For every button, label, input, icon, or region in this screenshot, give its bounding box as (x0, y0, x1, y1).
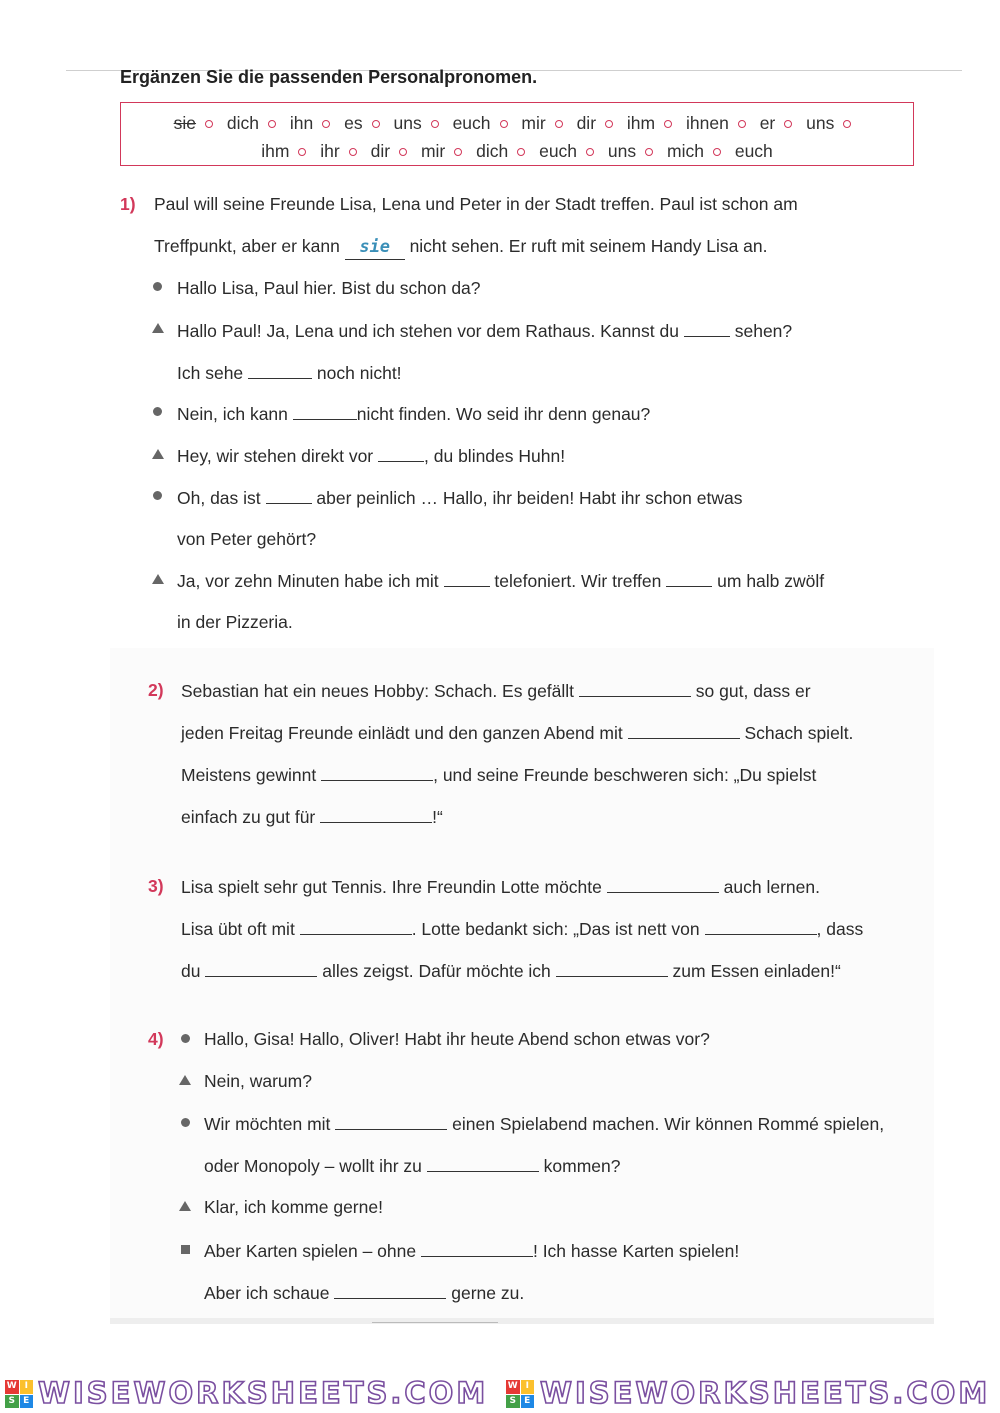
answer-blank[interactable] (427, 1153, 539, 1172)
separator-circle-icon (205, 120, 213, 128)
text: zum Essen einladen!“ (672, 961, 841, 981)
separator-circle-icon (399, 148, 407, 156)
exercise-2-line-2 (181, 720, 853, 745)
text: Klar, ich komme gerne! (204, 1197, 383, 1217)
text: Hallo Paul! Ja, Lena und ich stehen vor dem Rathaus. Kannst du (177, 321, 679, 341)
text: telefoniert. Wir treffen (494, 571, 662, 591)
separator-circle-icon (268, 120, 276, 128)
bullet-dot-icon (181, 1118, 190, 1127)
answer-blank[interactable] (293, 401, 357, 420)
answer-blank[interactable] (628, 720, 740, 739)
text: jeden Freitag Freunde einlädt und den ganzen Abend mit (181, 723, 623, 743)
separator-circle-icon (555, 120, 563, 128)
word-chip: ihm (261, 141, 290, 161)
bullet-dot-icon (153, 491, 162, 500)
text: von Peter gehört? (177, 529, 317, 549)
text: einfach zu gut für (181, 807, 316, 827)
exercise-4-number: 4) (148, 1029, 164, 1049)
separator-circle-icon (738, 120, 746, 128)
wise-logo-icon (5, 1380, 33, 1408)
text: Lisa übt oft mit (181, 919, 295, 939)
answer-blank[interactable] (444, 568, 490, 587)
text: , und seine Freunde beschweren sich: „Du spielst (433, 765, 817, 785)
text: Lisa spielt sehr gut Tennis. Ihre Freundin Lotte möchte (181, 877, 602, 897)
dialogue-line (204, 1027, 710, 1051)
exercise-1-number: 1) (120, 194, 136, 214)
separator-circle-icon (454, 148, 462, 156)
separator-circle-icon (431, 120, 439, 128)
brand-text: WISEWORKSHEETS.COM (38, 1376, 489, 1410)
text: Nein, ich kann (177, 404, 288, 424)
logo-letter: I (20, 1380, 34, 1394)
logo-letter: W (506, 1380, 520, 1394)
separator-circle-icon (517, 148, 525, 156)
word-chip: euch (539, 141, 578, 161)
word-chip: ihnen (685, 113, 729, 133)
dialogue-line (177, 443, 565, 468)
footer-watermark (0, 1372, 1000, 1413)
exercise-3-line-2 (181, 916, 863, 941)
text: !“ (432, 807, 443, 827)
separator-circle-icon (322, 120, 330, 128)
exercise-2-line-3 (181, 762, 816, 787)
answer-blank[interactable] (320, 804, 432, 823)
text: Aber ich schaue (204, 1283, 330, 1303)
word-bank-line-1 (121, 109, 913, 137)
answer-blank[interactable] (321, 762, 433, 781)
answer-blank[interactable] (705, 916, 817, 935)
exercise-3-line-3 (181, 958, 841, 983)
dialogue-line (204, 1238, 739, 1263)
text: nicht sehen. Er ruft mit seinem Handy Lisa an. (409, 236, 768, 256)
word-chip: uns (607, 141, 637, 161)
dialogue-line-cont (204, 1280, 524, 1305)
separator-circle-icon (843, 120, 851, 128)
separator-circle-icon (298, 148, 306, 156)
word-chip: es (344, 113, 363, 133)
separator-circle-icon (605, 120, 613, 128)
word-chip: euch (452, 113, 491, 133)
word-bank-line-2 (121, 137, 913, 165)
text: Hallo Lisa, Paul hier. Bist du schon da? (177, 278, 481, 298)
word-bank (120, 102, 914, 166)
page-shade-bottom (110, 1318, 934, 1324)
exercise-2-line-1 (181, 678, 811, 703)
word-chip: mich (667, 141, 704, 161)
text: Ich sehe (177, 363, 244, 383)
bullet-square-icon (181, 1245, 190, 1254)
logo-letter: W (5, 1380, 19, 1394)
text: Sebastian hat ein neues Hobby: Schach. Es gefällt (181, 681, 575, 701)
word-chip: dir (576, 113, 597, 133)
exercise-1-intro-line-1 (154, 192, 798, 216)
bullet-dot-icon (153, 282, 162, 291)
answer-blank[interactable] (334, 1280, 446, 1299)
text: nicht finden. Wo seid ihr denn genau? (356, 404, 651, 424)
word-chip: er (759, 113, 776, 133)
answer-blank[interactable] (421, 1238, 533, 1257)
answer-blank[interactable] (666, 568, 712, 587)
dialogue-line (177, 276, 481, 300)
logo-letter: E (521, 1395, 535, 1409)
bullet-triangle-icon (179, 1075, 191, 1085)
text: Wir möchten mit (204, 1114, 331, 1134)
answer-blank[interactable] (300, 916, 412, 935)
text: oder Monopoly – wollt ihr zu (204, 1156, 422, 1176)
tab-line (372, 1322, 498, 1323)
text: Nein, warum? (204, 1071, 312, 1091)
text: Meistens gewinnt (181, 765, 317, 785)
text: alles zeigst. Dafür möchte ich (322, 961, 551, 981)
exercise-3-line-1 (181, 874, 820, 899)
word-chip: uns (806, 113, 835, 133)
word-chip: sie (173, 113, 197, 133)
text: kommen? (543, 1156, 621, 1176)
logo-letter: E (20, 1395, 34, 1409)
text: sehen? (734, 321, 793, 341)
dialogue-line-cont (177, 610, 293, 634)
separator-circle-icon (372, 120, 380, 128)
bullet-triangle-icon (179, 1201, 191, 1211)
exercise-1-intro-line-2 (154, 234, 768, 260)
text: Aber Karten spielen – ohne (204, 1241, 417, 1261)
text: Hey, wir stehen direkt vor (177, 446, 374, 466)
answer-blank[interactable] (378, 443, 424, 462)
separator-circle-icon (586, 148, 594, 156)
answer-blank[interactable] (248, 360, 312, 379)
text: Paul will seine Freunde Lisa, Lena und Peter in der Stadt treffen. Paul ist schon am (154, 194, 798, 214)
exercise-2-number: 2) (148, 680, 164, 700)
word-chip: ihm (626, 113, 656, 133)
word-chip: dir (370, 141, 391, 161)
word-chip: ihn (289, 113, 314, 133)
answer-blank[interactable] (607, 874, 719, 893)
separator-circle-icon (713, 148, 721, 156)
text: Schach spielt. (744, 723, 854, 743)
answer-blank[interactable] (684, 318, 730, 337)
bullet-dot-icon (181, 1034, 190, 1043)
text: Hallo, Gisa! Hallo, Oliver! Habt ihr heute Abend schon etwas vor? (204, 1029, 710, 1049)
text: noch nicht! (316, 363, 402, 383)
separator-circle-icon (349, 148, 357, 156)
text: Ja, vor zehn Minuten habe ich mit (177, 571, 439, 591)
bullet-triangle-icon (152, 574, 164, 584)
dialogue-line (177, 568, 824, 593)
text: um halb zwölf (717, 571, 825, 591)
word-chip: dich (226, 113, 260, 133)
text: auch lernen. (723, 877, 820, 897)
bullet-triangle-icon (152, 449, 164, 459)
word-chip: mir (521, 113, 546, 133)
logo-letter: S (506, 1395, 520, 1409)
brand-text: WISEWORKSHEETS.COM (540, 1376, 991, 1410)
answer-blank[interactable] (266, 485, 312, 504)
text: Treffpunkt, aber er kann (154, 236, 340, 256)
text: einen Spielabend machen. Wir können Rommé spielen, (452, 1114, 885, 1134)
text: gerne zu. (451, 1283, 525, 1303)
exercise-2-line-4 (181, 804, 443, 829)
text: in der Pizzeria. (177, 612, 293, 632)
dialogue-line-cont (204, 1153, 620, 1178)
answer-blank[interactable] (205, 958, 317, 977)
logo-letter: I (521, 1380, 535, 1394)
exercise-3-number: 3) (148, 876, 164, 896)
page-shade (110, 648, 934, 1324)
word-chip: dich (476, 141, 509, 161)
separator-circle-icon (784, 120, 792, 128)
dialogue-line (177, 401, 650, 426)
text: ! Ich hasse Karten spielen! (532, 1241, 740, 1261)
word-chip: ihr (320, 141, 340, 161)
dialogue-line (177, 318, 792, 343)
bullet-triangle-icon (152, 323, 164, 333)
separator-circle-icon (664, 120, 672, 128)
answer-blank[interactable] (579, 678, 691, 697)
bullet-dot-icon (153, 407, 162, 416)
text: , dass (816, 919, 864, 939)
logo-letter: S (5, 1395, 19, 1409)
dialogue-line (204, 1195, 383, 1219)
answer-blank[interactable] (335, 1111, 447, 1130)
separator-circle-icon (500, 120, 508, 128)
wise-logo-icon (506, 1380, 534, 1408)
separator-circle-icon (645, 148, 653, 156)
dialogue-line (177, 485, 742, 510)
dialogue-line-cont (177, 527, 316, 551)
dialogue-line (204, 1111, 884, 1136)
text: du (181, 961, 201, 981)
example-answer: sie (345, 235, 405, 260)
dialogue-line (204, 1069, 312, 1093)
word-chip: euch (734, 141, 773, 161)
text: . Lotte bedankt sich: „Das ist nett von (411, 919, 700, 939)
text: , du blindes Huhn! (424, 446, 566, 466)
text: so gut, dass er (695, 681, 811, 701)
answer-blank[interactable] (556, 958, 668, 977)
word-chip: mir (420, 141, 446, 161)
text: aber peinlich … Hallo, ihr beiden! Habt ihr schon etwas (316, 488, 743, 508)
text: Oh, das ist (177, 488, 261, 508)
dialogue-line-cont (177, 360, 402, 385)
word-chip: uns (393, 113, 422, 133)
page-title: Ergänzen Sie die passenden Personalpronomen. (120, 67, 538, 87)
